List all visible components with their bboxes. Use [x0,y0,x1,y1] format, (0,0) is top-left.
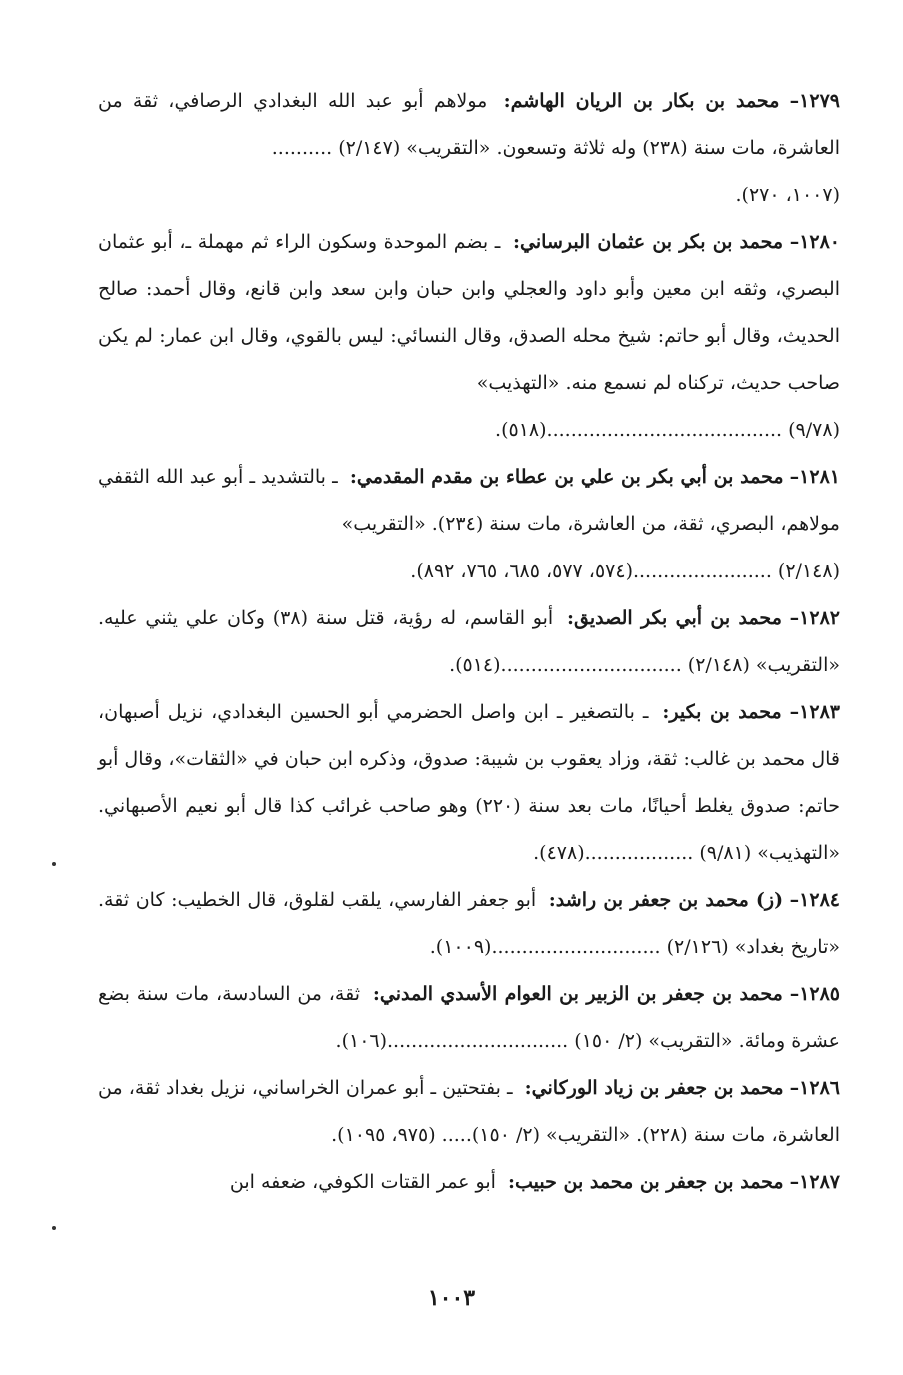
entry-body: ـ بالتشديد ـ أبو عبد الله الثقفي مولاهم، البصري، ثقة، من العاشرة، مات سنة (٢٣٤). «التقريب» [98,466,840,535]
entry-1284 [98,877,840,971]
entry-number: ١٢٨٣– [789,701,840,723]
entry-number: ١٢٨١– [789,466,840,488]
entry-name: محمد بن جعفر بن محمد بن حبيب: [507,1171,784,1193]
entry-number: ١٢٨٧– [789,1171,840,1193]
entry-name: محمد بن أبي بكر الصديق: [566,607,782,629]
entry-name: محمد بن أبي بكر بن علي بن عطاء بن مقدم المقدمي: [349,466,784,488]
entry-number: ١٢٨٦– [789,1077,840,1099]
page-number: ١٠٠٣ [427,1285,476,1311]
entry-references: ..............................(١٠٦). [335,1030,569,1052]
entry-number: ١٢٨٥– [789,983,841,1005]
entry-1285 [98,971,840,1065]
entry-1282 [98,595,840,689]
entry-number: ١٢٧٩– [789,90,840,112]
entry-body: أبو القاسم، له رؤية، قتل سنة (٣٨) وكان علي يثني عليه. «التقريب» (٢/١٤٨) [98,607,840,676]
entry-body: ـ بضم الموحدة وسكون الراء ثم مهملة ـ، أبو عثمان البصري، وثقه ابن معين وأبو داود والعجلي وابن حبان وابن سعد وابن قانع، وقال أحمد: صالح الحديث، وقال أبو حاتم: شيخ محله الصدق، وقال النسائي: ليس بالقوي، وقال ابن عمار: لم يكن صاحب حديث، تركناه لم نسمع منه. «التهذيب» [98,231,840,394]
entry-1286 [98,1065,840,1159]
entry-name: محمد بن بكر بن عثمان البرساني: [513,231,784,253]
entry-name: (ز) محمد بن جعفر بن راشد: [548,889,784,911]
entry-references: ..................(٤٧٨). [533,842,694,864]
entry-body: أبو عمر القتات الكوفي، ضعفه ابن [229,1171,496,1193]
entry-number: ١٢٨٤– [789,889,840,911]
entry-number: ١٢٨٢– [789,607,840,629]
entry-1283 [98,689,840,877]
entry-body: أبو جعفر الفارسي، يلقب لقلوق، قال الخطيب: كان ثقة. «تاريخ بغداد» (٢/١٢٦) [98,889,840,958]
entry-body: مولاهم أبو عبد الله البغدادي الرصافي، ثقة من العاشرة، مات سنة (٢٣٨) وله ثلاثة وتسعون. «التقريب» (٢/١٤٧) .......... [98,90,840,159]
page-body [98,78,840,1206]
entry-1287 [98,1159,840,1206]
entry-1280 [98,219,840,454]
entry-body: ـ بفتحتين ـ أبو عمران الخراساني، نزيل بغداد ثقة، من العاشرة، مات سنة (٢٢٨). «التقريب» (٢/ ١٥٠)..... [98,1077,840,1146]
entry-name: محمد بن بكير: [662,701,782,723]
entry-1279 [98,78,840,219]
entry-name: محمد بن جعفر بن زياد الوركاني: [524,1077,784,1099]
entry-references: (١٠٠٧، ٢٧٠). [735,184,840,206]
entry-number: ١٢٨٠– [789,231,841,253]
margin-dot [52,1226,56,1230]
margin-dot [52,862,56,866]
entry-1281 [98,454,840,595]
entry-body: ثقة، من السادسة، مات سنة بضع عشرة ومائة. «التقريب» (٢/ ١٥٠) [98,983,840,1052]
entry-name: محمد بن جعفر بن الزبير بن العوام الأسدي المدني: [372,983,783,1005]
entry-references: (٩/٧٨) .......................................(٥١٨). [495,419,840,441]
entry-references: (٢/١٤٨) .......................(٥٧٤، ٥٧٧، ٦٨٥، ٧٦٥، ٨٩٢). [410,560,840,582]
entry-references: ............................(١٠٠٩). [429,936,661,958]
entry-body: ـ بالتصغير ـ ابن واصل الحضرمي أبو الحسين البغدادي، نزيل أصبهان، قال محمد بن غالب: ثقة، وزاد يعقوب بن شيبة: صدوق، وذكره ابن حبان في «الثقات»، وقال أبو حاتم: صدوق يغلط أحيانًا، مات بعد سنة (٢٢٠) وهو صاحب غرائب كذا قال أبو نعيم الأصبهاني. «التهذيب» (٩/٨١) [98,701,840,864]
entry-references: ..............................(٥١٤). [449,654,682,676]
entry-references: (٩٧٥، ١٠٩٥). [331,1124,436,1146]
entry-name: محمد بن بكار بن الريان الهاشم: [503,90,780,112]
